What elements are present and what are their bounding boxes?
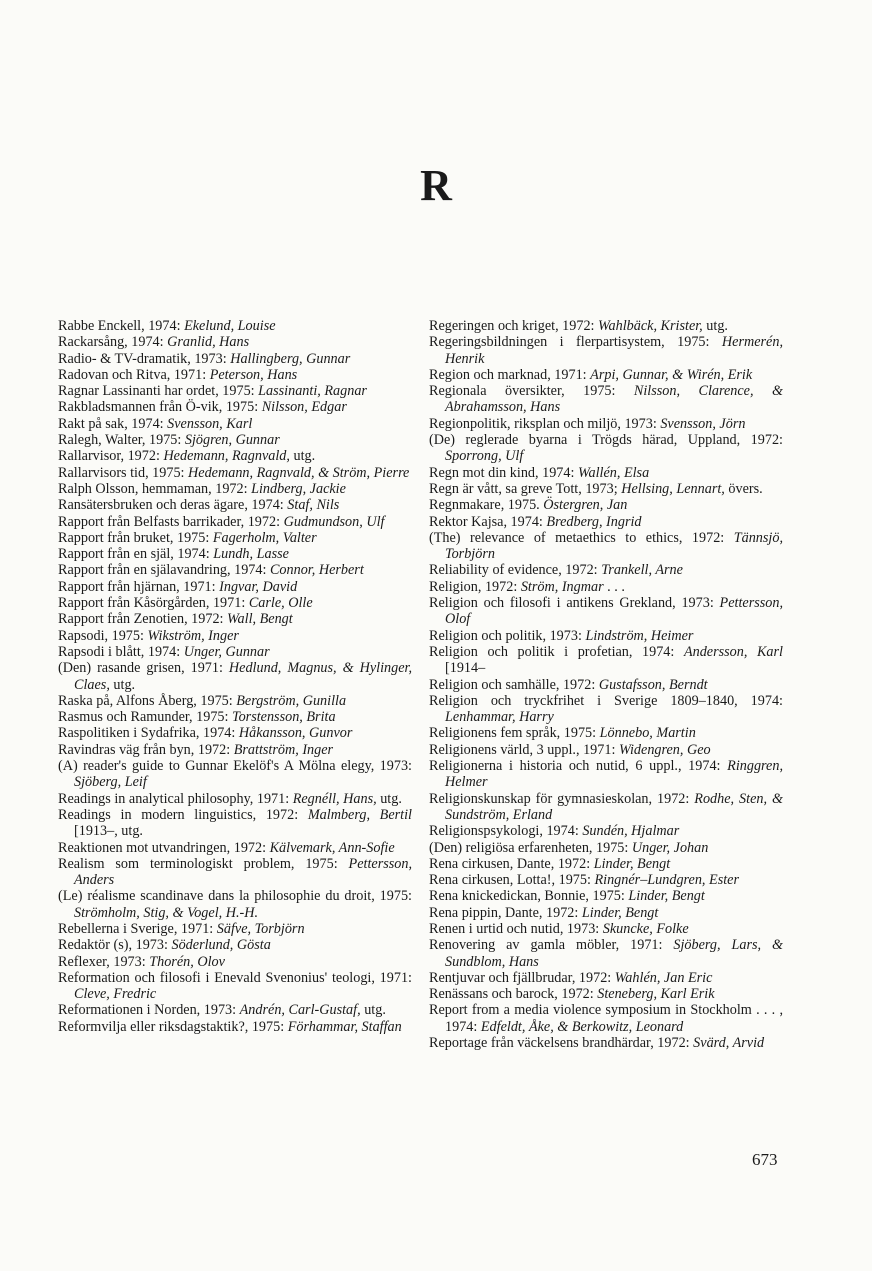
entry-author: Regnéll, Hans, [292, 790, 377, 807]
entry-title: (The) relevance of metaethics to ethics, 1972: [429, 529, 734, 546]
page-number: 673 [752, 1150, 778, 1169]
entry-suffix: utg. [109, 676, 136, 693]
entry-title: Reportage från väckelsens brandhärdar, 1972: [429, 1035, 694, 1052]
entry-title: Readings in analytical philosophy, 1971: [58, 790, 293, 807]
index-entry [429, 432, 783, 465]
entry-title: (Den) religiösa erfarenheten, 1975: [429, 839, 632, 856]
index-entry [429, 465, 783, 481]
entry-title: Region och marknad, 1971: [429, 366, 591, 383]
index-entry [429, 791, 783, 824]
index-entry [429, 628, 783, 644]
entry-author: Söderlund, Gösta [171, 937, 271, 954]
entry-title: Ralph Olsson, hemmaman, 1972: [58, 480, 252, 497]
entry-author: Bredberg, Ingrid [546, 513, 642, 530]
entry-author: Pettersson, Olof [445, 595, 783, 628]
entry-title: Religion och tryckfrihet i Sverige 1809–1840, 1974: [429, 692, 783, 709]
index-entry [429, 970, 783, 986]
index-entry [429, 481, 783, 497]
entry-title: Radovan och Ritva, 1971: [58, 366, 210, 383]
entry-author: Linder, Bengt [593, 855, 671, 872]
entry-author: Cleve, Fredric [74, 986, 157, 1003]
entry-suffix: utg. [376, 790, 402, 807]
index-entry [58, 416, 412, 432]
entry-author: Lenhammar, Harry [445, 709, 554, 726]
entry-author: Hedlund, Magnus, & Hylinger, Claes, [74, 660, 413, 693]
entry-title: Reliability of evidence, 1972: [429, 562, 602, 579]
index-entry [429, 318, 783, 334]
index-entry [58, 856, 412, 889]
entry-author: Linder, Bengt [581, 904, 659, 921]
index-entry [58, 1019, 412, 1035]
index-entry [58, 318, 412, 334]
entry-title: Ralegh, Walter, 1975: [58, 432, 185, 449]
entry-author: Wall, Bengt [227, 611, 293, 628]
entry-author: Wikström, Inger [147, 627, 239, 644]
entry-author: Widengren, Geo [618, 741, 711, 758]
index-entry [58, 840, 412, 856]
index-entry [429, 742, 783, 758]
entry-author: Wahlbäck, Krister, [598, 318, 703, 334]
entry-title: Religionens värld, 3 uppl., 1971: [429, 741, 619, 758]
entry-author: Lönnebo, Martin [599, 725, 696, 742]
entry-author: Tännsjö, Torbjörn [445, 529, 783, 563]
entry-title: Religion och politik i profetian, 1974: [429, 643, 684, 660]
entry-title: Religion, 1972: [429, 578, 521, 595]
entry-author: Gustafsson, Berndt [598, 676, 708, 693]
entry-title: Ravindras väg från byn, 1972: [58, 741, 234, 758]
index-entry [58, 954, 412, 970]
entry-author: Andrén, Carl-Gustaf, [239, 1002, 361, 1019]
index-entry [429, 986, 783, 1002]
entry-title: Rapport från Kåsörgården, 1971: [58, 595, 249, 612]
entry-author: Bergström, Gunilla [236, 692, 347, 709]
index-entry [58, 660, 412, 693]
entry-title: Ransätersbruken och deras ägare, 1974: [58, 497, 288, 514]
entry-title: Report from a media violence symposium in Stockholm . . . , 1974: [429, 1002, 783, 1035]
entry-author: Wahlén, Jan Eric [614, 969, 713, 986]
entry-author: Kälvemark, Ann-Sofie [269, 839, 395, 856]
entry-title: Rapport från en själ, 1974: [58, 546, 214, 563]
entry-author: Ingvar, David [219, 578, 298, 595]
entry-title: Raspolitiken i Sydafrika, 1974: [58, 725, 239, 742]
entry-author: Staf, Nils [287, 497, 340, 514]
entry-title: Religionens fem språk, 1975: [429, 725, 600, 742]
index-entry [58, 562, 412, 578]
index-entry [58, 383, 412, 399]
entry-author: Ringgren, Helmer [445, 758, 783, 791]
entry-title: Rapport från bruket, 1975: [58, 529, 213, 546]
index-entry [429, 677, 783, 693]
entry-title: Rektor Kajsa, 1974: [429, 513, 547, 530]
entry-suffix: [1914– [445, 660, 486, 677]
entry-title: Readings in modern linguistics, 1972: [58, 806, 308, 823]
index-entry [58, 399, 412, 415]
index-entry [429, 856, 783, 872]
entry-title: Rapsodi, 1975: [58, 627, 148, 644]
entry-title: (Den) rasande grisen, 1971: [58, 660, 229, 677]
index-entry [58, 579, 412, 595]
index-entry [58, 481, 412, 497]
entry-author: Andersson, Karl [683, 643, 783, 660]
entry-title: Religionerna i historia och nutid, 6 uppl., 1974: [429, 758, 728, 775]
entry-author: Sundén, Hjalmar [582, 823, 680, 840]
index-entry [58, 693, 412, 709]
entry-author: Fagerholm, Valter [212, 529, 317, 546]
index-entry [429, 367, 783, 383]
entry-title: Regnmakare, 1975. [429, 497, 544, 514]
entry-author: Pettersson, Anders [74, 855, 412, 889]
index-entry [429, 644, 783, 677]
entry-author: Torstensson, Brita [232, 709, 336, 726]
entry-title: Rackarsång, 1974: [58, 334, 168, 351]
entry-title: (De) reglerade byarna i Trögds härad, Uppland, 1972: [429, 432, 783, 449]
entry-author: Wallén, Elsa [577, 464, 650, 481]
index-entry [58, 432, 412, 448]
entry-title: Regionpolitik, riksplan och miljö, 1973: [429, 415, 661, 432]
entry-author: Strömholm, Stig, & Vogel, H.-H. [74, 904, 259, 921]
entry-title: Regn är vått, sa greve Tott, 1973; [429, 480, 622, 497]
index-entry [429, 497, 783, 513]
index-entry [58, 742, 412, 758]
index-entry [429, 1035, 783, 1051]
entry-author: Säfve, Torbjörn [216, 920, 305, 937]
entry-author: Hedemann, Ragnvald, [163, 448, 290, 465]
index-entry [429, 334, 783, 367]
entry-title: Reformationen i Norden, 1973: [58, 1002, 240, 1019]
entry-author: Connor, Herbert [269, 562, 364, 579]
entry-author: Hellsing, Lennart, [621, 480, 725, 497]
entry-title: Religion och samhälle, 1972: [429, 676, 599, 693]
index-entry [58, 725, 412, 741]
entry-title: Rapport från en själavandring, 1974: [58, 562, 270, 579]
entry-suffix: utg. [289, 448, 316, 465]
index-entry [58, 644, 412, 660]
index-entry [429, 840, 783, 856]
entry-title: Rena cirkusen, Dante, 1972: [429, 855, 594, 872]
entry-title: Rabbe Enckell, 1974: [58, 318, 185, 334]
entry-title: Rebellerna i Sverige, 1971: [58, 920, 217, 937]
index-entry [429, 758, 783, 791]
entry-title: Religion och filosofi i antikens Grekland, 1973: [429, 595, 720, 612]
index-entry [429, 725, 783, 741]
entry-author: Thorén, Olov [149, 953, 225, 970]
entry-title: Ragnar Lassinanti har ordet, 1975: [58, 383, 259, 400]
index-column-right [429, 318, 783, 1051]
entry-title: Rapsodi i blått, 1974: [58, 643, 184, 660]
entry-title: Rallarvisors tid, 1975: [58, 464, 189, 481]
index-entry [429, 562, 783, 578]
entry-title: Rena cirkusen, Lotta!, 1975: [429, 872, 595, 889]
entry-author: Nilsson, Edgar [261, 399, 347, 416]
index-entry [58, 888, 412, 921]
index-entry [429, 905, 783, 921]
entry-author: Ekelund, Louise [184, 318, 276, 334]
entry-title: Reaktionen mot utvandringen, 1972: [58, 839, 270, 856]
entry-title: Rentjuvar och fjällbrudar, 1972: [429, 969, 615, 986]
index-entry [58, 497, 412, 513]
index-entry [429, 921, 783, 937]
entry-author: Hermerén, Henrik [445, 334, 783, 367]
entry-title: (Le) réalisme scandinave dans la philosophie du droit, 1975: [58, 888, 412, 905]
entry-author: Lindberg, Jackie [251, 480, 346, 497]
entry-suffix: [1913–, utg. [74, 823, 143, 840]
index-entry [58, 628, 412, 644]
index-entry [58, 514, 412, 530]
index-column-left [58, 318, 412, 1035]
entry-author: Lassinanti, Ragnar [258, 383, 367, 400]
entry-author: Skuncke, Folke [602, 920, 689, 937]
index-entry [58, 1002, 412, 1018]
entry-title: Redaktör (s), 1973: [58, 937, 172, 954]
entry-author: Steneberg, Karl Erik [597, 986, 715, 1003]
entry-author: Lindström, Heimer [585, 627, 694, 644]
index-entry [429, 416, 783, 432]
entry-author: Lundh, Lasse [213, 546, 289, 563]
index-entry [429, 1002, 783, 1035]
entry-author: Unger, Johan [631, 839, 709, 856]
index-entry [58, 921, 412, 937]
index-entry [58, 465, 412, 481]
index-entry [58, 334, 412, 350]
entry-author: Hedemann, Ragnvald, & Ström, Pierre [188, 464, 410, 481]
index-entry [58, 448, 412, 464]
entry-suffix: övers. [724, 480, 763, 497]
entry-author: Ringnér–Lundgren, Ester [594, 872, 739, 889]
entry-author: Linder, Bengt [628, 888, 705, 905]
index-entry [429, 872, 783, 888]
entry-title: Regeringen och kriget, 1972: [429, 318, 599, 334]
index-entry [58, 791, 412, 807]
entry-title: Regionala översikter, 1975: [429, 383, 634, 400]
entry-author: Svärd, Arvid [693, 1035, 765, 1052]
entry-title: Rapport från Zenotien, 1972: [58, 611, 228, 628]
index-entry [429, 823, 783, 839]
entry-title: Rallarvisor, 1972: [58, 448, 164, 465]
entry-title: Rena knickedickan, Bonnie, 1975: [429, 888, 629, 905]
entry-title: Rakbladsmannen från Ö-vik, 1975: [58, 399, 262, 416]
entry-suffix: . . . [603, 578, 625, 595]
entry-suffix: utg. [702, 318, 728, 334]
index-entry [58, 937, 412, 953]
index-entry [429, 530, 783, 563]
entry-author: Ström, Ingmar [520, 578, 604, 595]
index-entry [429, 888, 783, 904]
entry-title: Renen i urtid och nutid, 1973: [429, 920, 603, 937]
index-entry [58, 970, 412, 1003]
entry-author: Svensson, Karl [167, 415, 253, 432]
entry-author: Hallingberg, Gunnar [230, 350, 351, 367]
entry-title: Reformvilja eller riksdagstaktik?, 1975: [58, 1018, 288, 1035]
entry-title: Rapport från Belfasts barrikader, 1972: [58, 513, 284, 530]
entry-title: Rakt på sak, 1974: [58, 415, 168, 432]
index-entry [58, 611, 412, 627]
entry-title: Rena pippin, Dante, 1972: [429, 904, 582, 921]
entry-title: (A) reader's guide to Gunnar Ekelöf's A Mölna elegy, 1973: [58, 758, 412, 775]
entry-author: Gudmundson, Ulf [283, 513, 385, 530]
entry-author: Sjöberg, Leif [74, 774, 147, 791]
entry-title: Raska på, Alfons Åberg, 1975: [58, 692, 237, 709]
entry-author: Svensson, Jörn [660, 415, 746, 432]
entry-title: Regn mot din kind, 1974: [429, 464, 578, 481]
entry-author: Unger, Gunnar [183, 643, 270, 660]
entry-author: Förhammar, Staffan [287, 1018, 402, 1035]
index-entry [58, 530, 412, 546]
entry-title: Rasmus och Ramunder, 1975: [58, 709, 232, 726]
entry-author: Nilsson, Clarence, & Abrahamsson, Hans [445, 383, 783, 416]
index-entry [58, 807, 412, 840]
entry-author: Edfeldt, Åke, & Berkowitz, Leonard [480, 1018, 684, 1035]
index-entry [429, 595, 783, 628]
entry-author: Sporrong, Ulf [445, 448, 524, 465]
entry-title: Renovering av gamla möbler, 1971: [429, 937, 674, 954]
index-entry [429, 579, 783, 595]
entry-title: Rapport från hjärnan, 1971: [58, 578, 220, 595]
entry-author: Malmberg, Bertil [307, 806, 412, 823]
entry-title: Radio- & TV-dramatik, 1973: [58, 350, 231, 367]
entry-title: Realism som terminologiskt problem, 1975: [58, 855, 349, 872]
section-letter: R [420, 161, 452, 210]
entry-title: Religion och politik, 1973: [429, 627, 586, 644]
index-entry [58, 595, 412, 611]
index-entry [429, 937, 783, 970]
index-entry [58, 351, 412, 367]
index-entry [429, 383, 783, 416]
entry-author: Brattström, Inger [233, 741, 334, 758]
entry-author: Carle, Olle [248, 595, 313, 612]
entry-author: Granlid, Hans [167, 334, 250, 351]
entry-title: Religionspsykologi, 1974: [429, 823, 583, 840]
index-entry [58, 367, 412, 383]
index-entry [58, 758, 412, 791]
entry-title: Religionskunskap för gymnasieskolan, 1972: [429, 790, 695, 807]
entry-author: Sjögren, Gunnar [184, 432, 280, 449]
index-entry [429, 693, 783, 726]
entry-title: Reflexer, 1973: [58, 953, 150, 970]
entry-author: Peterson, Hans [209, 366, 298, 383]
entry-author: Trankell, Arne [601, 562, 683, 579]
index-entry [58, 709, 412, 725]
entry-author: Arpi, Gunnar, & Wirén, Erik [590, 366, 753, 383]
entry-author: Sjöberg, Lars, & Sundblom, Hans [445, 937, 783, 970]
index-entry [429, 514, 783, 530]
entry-author: Östergren, Jan [543, 497, 628, 514]
entry-title: Renässans och barock, 1972: [429, 986, 598, 1003]
entry-title: Regeringsbildningen i flerpartisystem, 1975: [429, 334, 722, 351]
entry-title: Reformation och filosofi i Enevald Svenonius' teologi, 1971: [58, 969, 412, 986]
entry-author: Rodhe, Sten, & Sundström, Erland [445, 790, 783, 823]
index-entry [58, 546, 412, 562]
entry-suffix: utg. [360, 1002, 386, 1019]
entry-author: Håkansson, Gunvor [238, 725, 353, 742]
